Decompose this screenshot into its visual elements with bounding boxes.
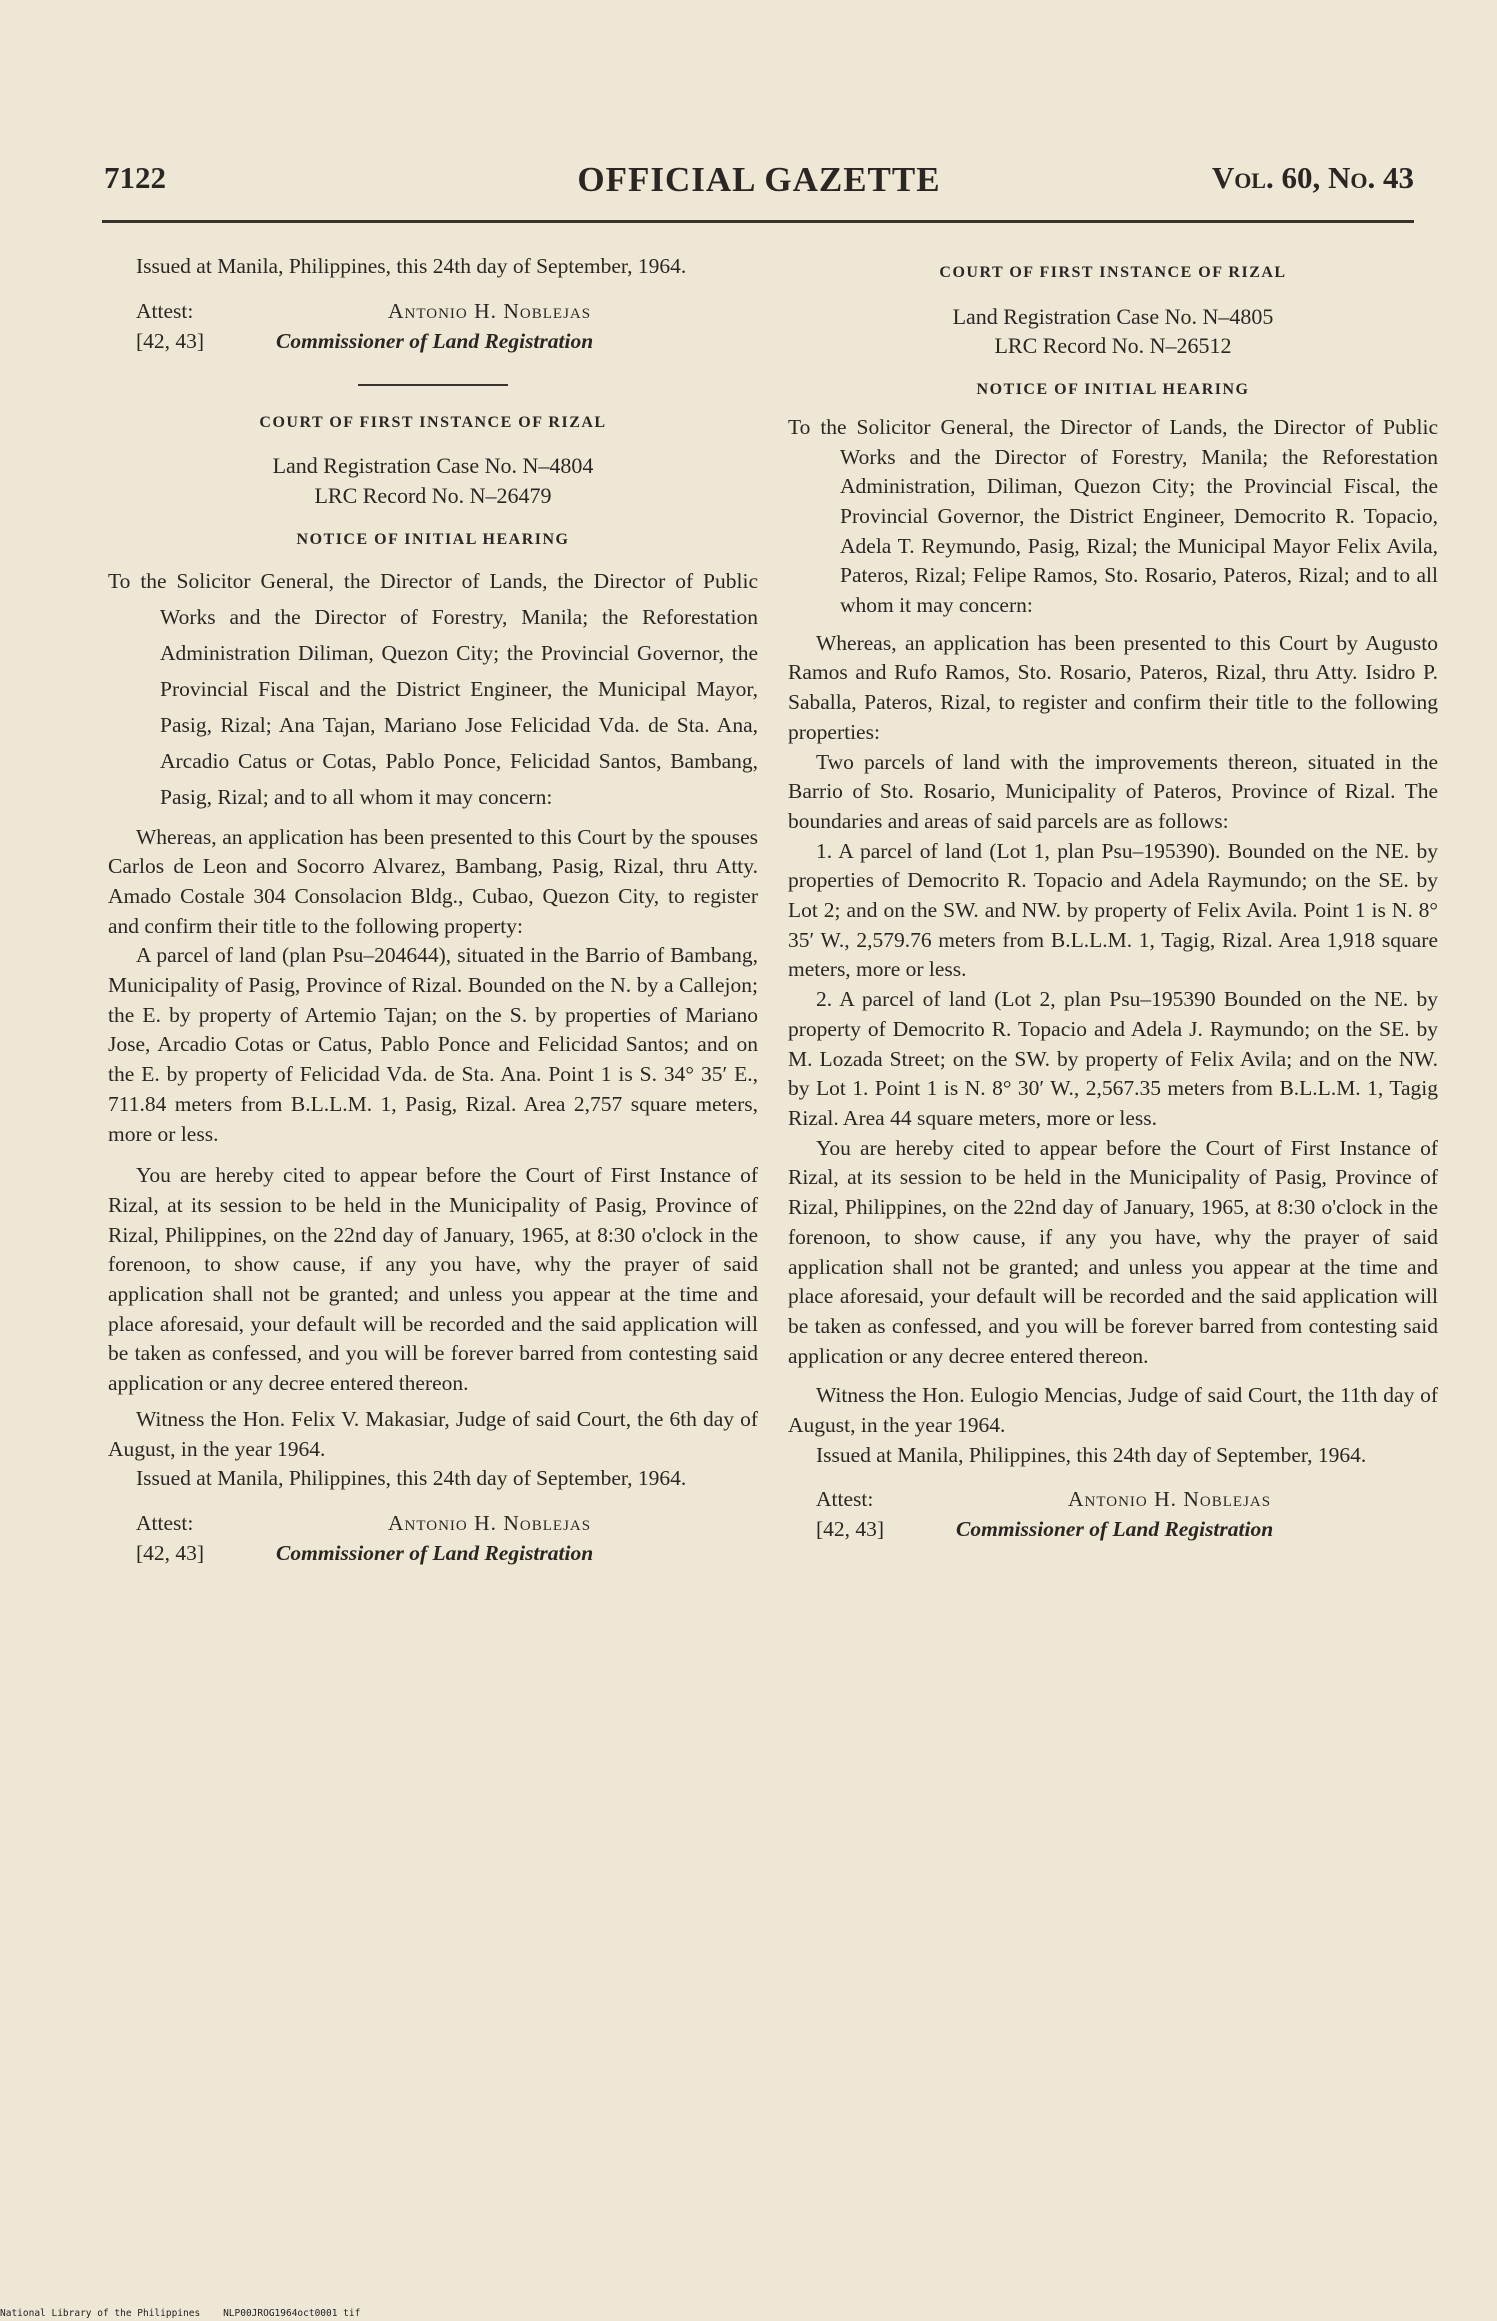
notice-separator [358, 384, 508, 386]
scan-footer [0, 2308, 360, 2319]
publication-title: OFFICIAL GAZETTE [577, 160, 941, 199]
record-number: LRC Record No. N–26512 [994, 333, 1232, 359]
attest-label: Attest: [136, 298, 194, 323]
application-paragraph: Whereas, an application has been presented to this Court by Augusto Ramos and Rufo Ramos, Sto. Rosario, Pateros, Rizal, thru Atty. Isidro P. Saballa, Pateros, Rizal, to register and confirm their title to the following properties: [788, 630, 1438, 744]
page-header [104, 160, 1414, 210]
signatory-name: Antonio H. Noblejas [1068, 1487, 1272, 1512]
issued-paragraph: Issued at Manila, Philippines, this 24th day of September, 1964. [816, 1442, 1367, 1467]
right-column [788, 250, 1438, 1546]
witness-paragraph: Witness the Hon. Eulogio Mencias, Judge of said Court, the 11th day of August, in the year 1964. [788, 1383, 1438, 1438]
closing-issued-text: Issued at Manila, Philippines, this 24th day of September, 1964. [136, 254, 687, 278]
court-heading: COURT OF FIRST INSTANCE OF RIZAL [259, 413, 607, 431]
addressees-paragraph: To the Solicitor General, the Director of Lands, the Director of Public Works and the Director of Forestry, Manila; the Reforestation Administration Diliman, Quezon City; the Provincial Governor, the Provincial Fiscal and the District Engineer, the Municipal Mayor, Pasig, Rizal; Ana Tajan, Mariano Jose Felicidad Vda. de Sta. Ana, Arcadio Catus or Cotas, Pablo Ponce, Felicidad Santos, Bambang, Pasig, Rizal; and to all whom it may concern: [108, 568, 758, 809]
witness-paragraph: Witness the Hon. Felix V. Makasiar, Judge of said Court, the 6th day of August, in the year 1964. [108, 1406, 758, 1461]
signatory-name: Antonio H. Noblejas [388, 1510, 592, 1535]
signature-block [108, 1508, 758, 1570]
left-column [108, 250, 758, 1570]
signatory-title: Commissioner of Land Registration [276, 1540, 594, 1565]
citation-paragraph: You are hereby cited to appear before the Court of First Instance of Rizal, at its session to be held in the Municipality of Pasig, Province of Rizal, Philippines, on the 22nd day of January, 1965, at 8:30 o'clock in the forenoon, to show cause, if any you have, why the prayer of said application shall not be granted; and unless you appear at the time and place aforesaid, your default will be recorded and the said application will be taken as confessed, and you will be forever barred from contesting said application or any decree entered thereon. [108, 1163, 758, 1396]
lot-1-paragraph: 1. A parcel of land (Lot 1, plan Psu–195390). Bounded on the NE. by properties of Democrito R. Topacio and Adela Raymundo; on the SE. by Lot 2; and on the SW. and NW. by property of Felix Avila. Point 1 is N. 8° 35′ W., 2,579.76 meters from B.L.L.M. 1, Tagig, Rizal. Area 1,918 square meters, more or less. [788, 838, 1438, 982]
notice-heading: NOTICE OF INITIAL HEARING [296, 530, 570, 548]
issued-paragraph: Issued at Manila, Philippines, this 24th day of September, 1964. [136, 1466, 687, 1491]
issue-reference: [42, 43] [136, 328, 205, 353]
application-paragraph: Whereas, an application has been presented to this Court by the spouses Carlos de Leon and Socorro Alvarez, Bambang, Pasig, Rizal, thru Atty. Amado Costale 304 Consolacion Bldg., Cubao, Quezon City, to register and confirm their title to the following property: [108, 824, 758, 938]
addressees-paragraph: To the Solicitor General, the Director of Lands, the Director of Public Works and the Director of Forestry, Manila; the Reforestation Administration, Diliman, Quezon City; the Provincial Fiscal, the Provincial Governor, the District Engineer, Democrito R. Topacio, Adela T. Reymundo, Pasig, Rizal; the Municipal Mayor Felix Avila, Pateros, Rizal; Felipe Ramos, Sto. Rosario, Pateros, Rizal; and to all whom it may concern: [788, 414, 1438, 618]
signatory-title: Commissioner of Land Registration [276, 328, 594, 353]
closing-signature-block [108, 296, 758, 358]
page-number: 7122 [104, 160, 166, 195]
case-number: Land Registration Case No. N–4804 [272, 453, 594, 479]
notice-heading: NOTICE OF INITIAL HEARING [976, 381, 1250, 399]
citation-paragraph: You are hereby cited to appear before the Court of First Instance of Rizal, at its session to be held in the Municipality of Pasig, Province of Rizal, Philippines, on the 22nd day of January, 1965, at 8:30 o'clock in the forenoon, to show cause, if any you have, why the prayer of said application shall not be granted; and unless you appear at the time and place aforesaid, your default will be recorded and the said application will be taken as confessed, and you will be forever barred from contesting said application or any decree entered thereon. [788, 1135, 1438, 1368]
lot-2-paragraph: 2. A parcel of land (Lot 2, plan Psu–195390 Bounded on the NE. by property of Democrito R. Topacio and Adela J. Raymundo; on the SE. by M. Lozada Street; on the SW. by property of Felix Avila; and on the NW. by Lot 1. Point 1 is N. 8° 30′ W., 2,567.35 meters from B.L.L.M. 1, Tagig Rizal. Area 44 square meters, more or less. [788, 987, 1438, 1130]
issue-reference: [42, 43] [136, 1540, 205, 1565]
record-number: LRC Record No. N–26479 [314, 483, 552, 509]
signature-block [788, 1484, 1438, 1546]
issue-reference: [42, 43] [816, 1517, 885, 1542]
parcels-paragraph: Two parcels of land with the improvements thereon, situated in the Barrio of Sto. Rosario, Municipality of Pateros, Province of Rizal. The boundaries and areas of said parcels are as follows: [788, 749, 1438, 833]
signatory-name: Antonio H. Noblejas [388, 298, 592, 323]
signatory-title: Commissioner of Land Registration [956, 1517, 1274, 1542]
case-number: Land Registration Case No. N–4805 [952, 303, 1274, 329]
court-heading: COURT OF FIRST INSTANCE OF RIZAL [939, 264, 1287, 281]
volume-number: Vol. 60, No. 43 [1211, 160, 1414, 195]
attest-label: Attest: [136, 1510, 194, 1535]
scan-filename: NLP00JROG1964oct0001 tif [223, 2308, 361, 2319]
header-rule [102, 220, 1414, 223]
attest-label: Attest: [816, 1487, 874, 1512]
property-paragraph: A parcel of land (plan Psu–204644), situated in the Barrio of Bambang, Municipality of Pasig, Province of Rizal. Bounded on the N. by a Callejon; the E. by property of Artemio Tajan; on the S. by properties of Mariano Jose, Arcadio Cotas or Catus, Pablo Ponce and Felicidad Santos; and on the E. by property of Felicidad Vda. de Sta. Ana. Point 1 is S. 34° 35′ E., 711.84 meters from B.L.L.M. 1, Pasig, Rizal. Area 2,757 square meters, more or less. [108, 943, 758, 1146]
library-credit: National Library of the Philippines [0, 2308, 201, 2319]
